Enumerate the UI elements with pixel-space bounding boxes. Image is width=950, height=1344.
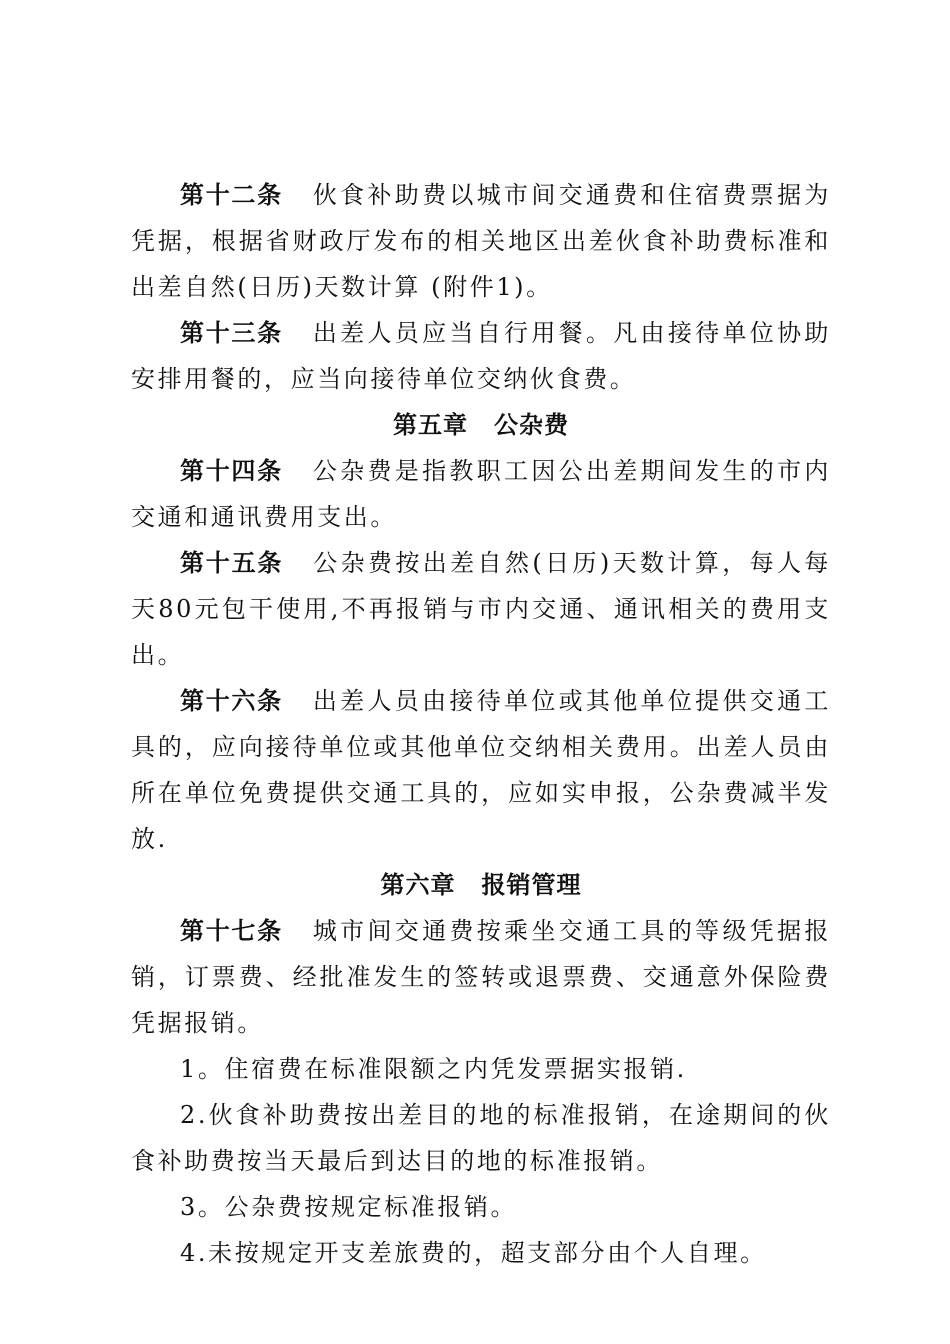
chapter-6-number: 第六章 — [380, 871, 456, 899]
article-16-text: 出差人员由接待单位或其他单位提供交通工具的，应向接待单位或其他单位交纳相关费用。出差人员由所在单位免费提供交通工具的，应如实申报，公杂费减半发放. — [131, 687, 832, 853]
article-15 — [131, 540, 831, 678]
list-item-1: 1。住宿费在标准限额之内凭发票据实报销. — [180, 1055, 687, 1083]
chapter-5-heading — [131, 402, 831, 448]
list-item-4: 4.未按规定开支差旅费的，超支部分由个人自理。 — [180, 1239, 767, 1267]
list-item-2: 2.伙食补助费按出差目的地的标准报销，在途期间的伙食补助费按当天最后到达目的地的标准报销。 — [131, 1101, 831, 1175]
chapter-5-title: 公杂费 — [494, 411, 569, 439]
article-12-label: 第十二条 — [180, 181, 283, 209]
list-item-3: 3。公杂费按规定标准报销。 — [180, 1193, 518, 1221]
article-17 — [131, 908, 831, 1046]
article-12 — [131, 172, 831, 310]
document-body — [131, 172, 831, 1276]
article-13 — [131, 310, 831, 402]
article-12-text: 伙食补助费以城市间交通费和住宿费票据为凭据，根据省财政厅发布的相关地区出差伙食补助费标准和出差自然(日历)天数计算 (附件1)。 — [131, 181, 832, 301]
article-14-text: 公杂费是指教职工因公出差期间发生的市内交通和通讯费用支出。 — [131, 457, 832, 531]
article-16 — [131, 678, 831, 862]
article-15-label: 第十五条 — [180, 549, 284, 577]
chapter-6-heading — [131, 862, 831, 908]
article-17-text: 城市间交通费按乘坐交通工具的等级凭据报销，订票费、经批准发生的签转或退票费、交通意外保险费凭据报销。 — [131, 917, 832, 1037]
article-16-label: 第十六条 — [180, 687, 283, 715]
article-13-label: 第十三条 — [180, 319, 283, 347]
chapter-5-number: 第五章 — [393, 411, 468, 439]
article-17-label: 第十七条 — [180, 917, 283, 945]
article-14 — [131, 448, 831, 540]
article-14-label: 第十四条 — [180, 457, 283, 485]
chapter-6-title: 报销管理 — [481, 871, 582, 899]
article-13-text: 出差人员应当自行用餐。凡由接待单位协助安排用餐的，应当向接待单位交纳伙食费。 — [131, 319, 832, 393]
article-15-text: 公杂费按出差自然(日历)天数计算，每人每天80元包干使用,不再报销与市内交通、通讯相关的费用支出。 — [131, 549, 832, 669]
